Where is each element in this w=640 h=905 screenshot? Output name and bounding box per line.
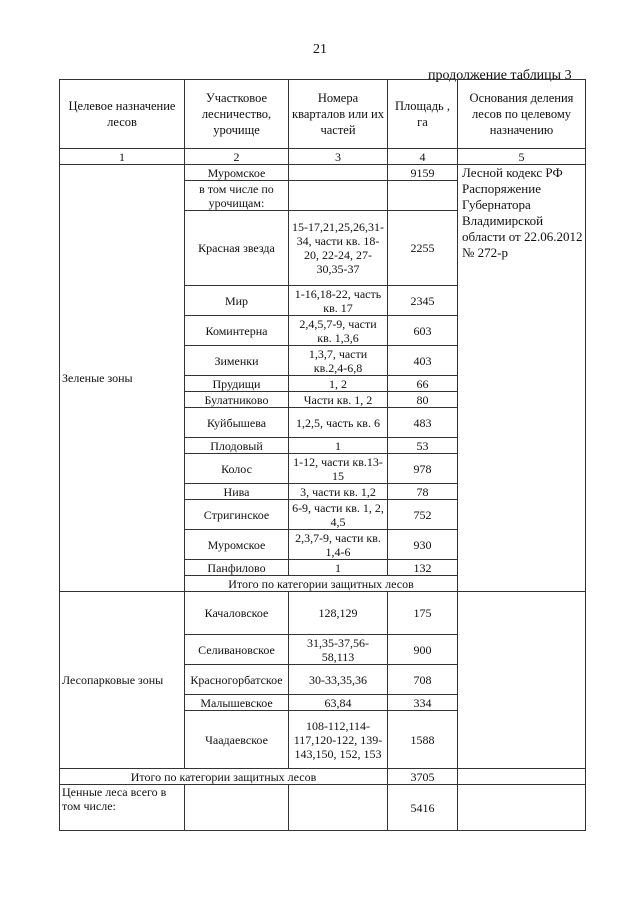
area-value: 403	[388, 346, 458, 376]
basis-green-zones: Лесной кодекс РФ Распоряжение Губернатора Владимирской области от 22.06.2012 № 272-р	[458, 165, 586, 592]
header-number: 2	[185, 149, 289, 165]
quarters-value: 3, части кв. 1,2	[289, 484, 388, 500]
quarters-value: 31,35-37,56-58,113	[289, 635, 388, 665]
quarters-value: 15-17,21,25,26,31-34, части кв. 18-20, 22-24, 27-30,35-37	[289, 211, 388, 286]
quarters-value: Части кв. 1, 2	[289, 392, 388, 408]
valuable-forests-label: Ценные леса всего в том числе:	[60, 785, 185, 831]
header-number: 1	[60, 149, 185, 165]
district-name: Муромское	[185, 165, 289, 181]
tract-name: Муромское	[185, 530, 289, 560]
tract-name: Панфилово	[185, 560, 289, 576]
area-value: 175	[388, 592, 458, 635]
quarters-value: 108-112,114-117,120-122, 139-143,150, 152, 153	[289, 711, 388, 769]
quarters-value: 2,4,5,7-9, части кв. 1,3,6	[289, 316, 388, 346]
valuable-forests-area: 5416	[388, 785, 458, 831]
area-value: 708	[388, 665, 458, 695]
quarters-cell	[289, 165, 388, 181]
page-number: 21	[313, 42, 327, 57]
tract-name: Куйбышева	[185, 408, 289, 438]
header-district: Участковое лесничество, урочище	[185, 80, 289, 149]
quarters-value: 1	[289, 438, 388, 454]
tract-name: Плодовый	[185, 438, 289, 454]
quarters-value: 6-9, части кв. 1, 2, 4,5	[289, 500, 388, 530]
area-value: 80	[388, 392, 458, 408]
purpose-green-zones: Зеленые зоны	[60, 165, 185, 592]
area-value: 2255	[388, 211, 458, 286]
district-name: Качаловское	[185, 592, 289, 635]
area-value: 603	[388, 316, 458, 346]
area-value: 483	[388, 408, 458, 438]
tract-name: Стригинское	[185, 500, 289, 530]
area-cell	[388, 181, 458, 211]
area-value: 1588	[388, 711, 458, 769]
area-value: 930	[388, 530, 458, 560]
quarters-value: 1-16,18-22, часть кв. 17	[289, 286, 388, 316]
area-value: 978	[388, 454, 458, 484]
basis-cell	[458, 785, 586, 831]
header-number: 4	[388, 149, 458, 165]
quarters-value: 1-12, части кв.13-15	[289, 454, 388, 484]
district-name: Селивановское	[185, 635, 289, 665]
total-green-label: Итого по категории защитных лесов	[185, 576, 458, 592]
quarters-value: 30-33,35,36	[289, 665, 388, 695]
quarters-cell	[289, 181, 388, 211]
tract-name: Булатниково	[185, 392, 289, 408]
tract-name: Красная звезда	[185, 211, 289, 286]
header-number: 5	[458, 149, 586, 165]
header-quarters: Номера кварталов или их частей	[289, 80, 388, 149]
quarters-value: 1,2,5, часть кв. 6	[289, 408, 388, 438]
total-park-area: 3705	[388, 769, 458, 785]
quarters-cell	[289, 785, 388, 831]
quarters-value: 128,129	[289, 592, 388, 635]
quarters-value: 1	[289, 560, 388, 576]
area-value: 2345	[388, 286, 458, 316]
quarters-value: 2,3,7-9, части кв. 1,4-6	[289, 530, 388, 560]
area-value: 752	[388, 500, 458, 530]
basis-cell	[458, 769, 586, 785]
district-name: Красногорбатское	[185, 665, 289, 695]
area-value: 66	[388, 376, 458, 392]
district-name: Чаадаевское	[185, 711, 289, 769]
area-value: 900	[388, 635, 458, 665]
area-value: 78	[388, 484, 458, 500]
area-value: 53	[388, 438, 458, 454]
tract-name: Зименки	[185, 346, 289, 376]
forest-purpose-table	[59, 79, 586, 831]
tract-name: Прудищи	[185, 376, 289, 392]
tract-name: Мир	[185, 286, 289, 316]
district-cell	[185, 785, 289, 831]
header-area: Площадь , га	[388, 80, 458, 149]
header-number: 3	[289, 149, 388, 165]
table-continuation-note: продолжение таблицы 3	[428, 68, 572, 83]
tract-name: Коминтерна	[185, 316, 289, 346]
tract-name: Колос	[185, 454, 289, 484]
district-name: Малышевское	[185, 695, 289, 711]
total-park-label: Итого по категории защитных лесов	[60, 769, 388, 785]
area-value: 334	[388, 695, 458, 711]
quarters-value: 63,84	[289, 695, 388, 711]
header-basis: Основания деления лесов по целевому назначению	[458, 80, 586, 149]
quarters-value: 1,3,7, части кв.2,4-6,8	[289, 346, 388, 376]
including-label: в том числе по урочищам:	[185, 181, 289, 211]
area-value: 9159	[388, 165, 458, 181]
purpose-park-zones: Лесопарковые зоны	[60, 592, 185, 769]
header-purpose: Целевое назначение лесов	[60, 80, 185, 149]
tract-name: Нива	[185, 484, 289, 500]
area-value: 132	[388, 560, 458, 576]
quarters-value: 1, 2	[289, 376, 388, 392]
